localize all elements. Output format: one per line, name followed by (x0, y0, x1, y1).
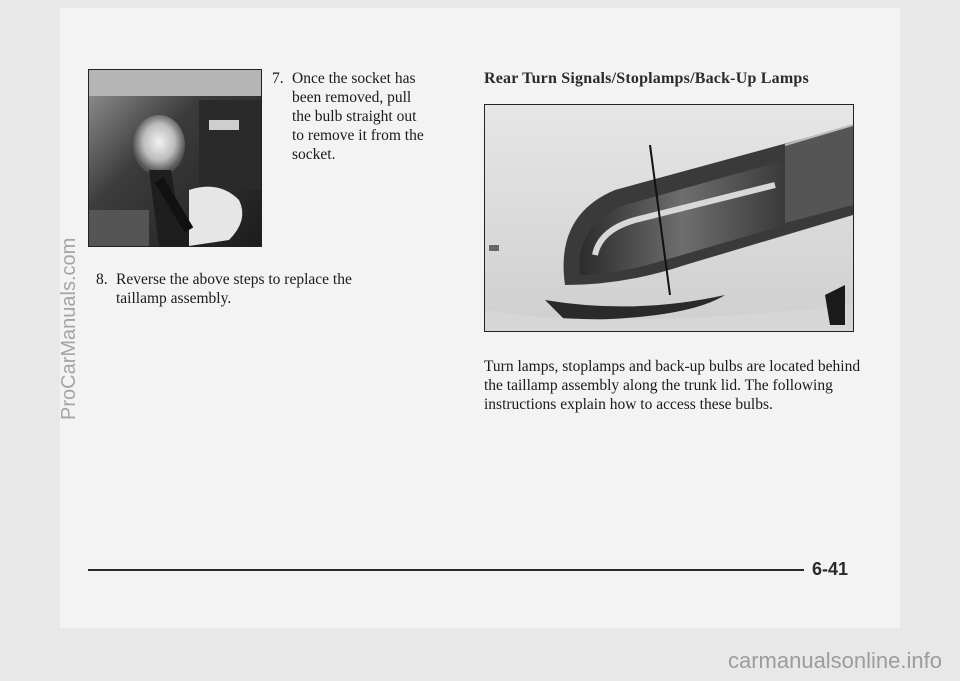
bulb-removal-photo (88, 69, 262, 247)
footer-rule (88, 569, 804, 571)
taillamp-illustration (485, 105, 853, 331)
taillamp-photo (484, 104, 854, 332)
step-8 (96, 270, 376, 308)
section-heading: Rear Turn Signals/Stoplamps/Back-Up Lamps (484, 70, 809, 87)
step-8-text: Reverse the above steps to replace the taillamp assembly. (116, 271, 352, 307)
page-number: 6-41 (812, 559, 849, 579)
step-7 (272, 69, 432, 164)
step-7-text: Once the socket has been removed, pull the bulb straight out to remove it from the socket. (292, 70, 424, 163)
watermark-bottom: carmanualsonline.info (727, 648, 942, 673)
bulb-removal-illustration (89, 70, 261, 246)
section-paragraph: Turn lamps, stoplamps and back-up bulbs are located behind the taillamp assembly along the trunk lid. The following instructions explain how to access these bulbs. (484, 358, 861, 413)
watermark-left: ProCarManuals.com (58, 237, 80, 420)
step-7-number: 7. (272, 70, 284, 87)
step-8-number: 8. (96, 271, 108, 288)
